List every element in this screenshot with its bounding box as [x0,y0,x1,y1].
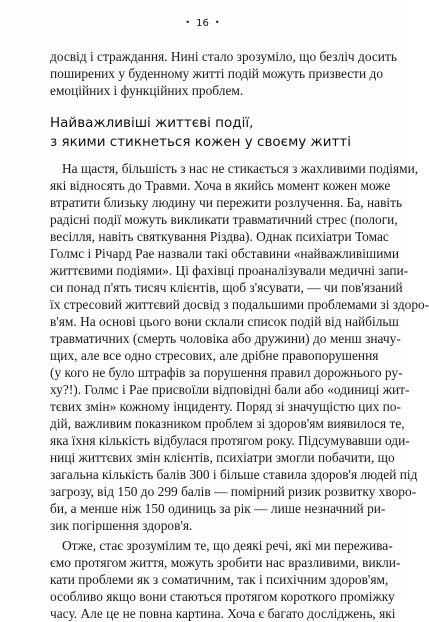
text-line: життєвими подіями». Ці фахівці проаналізували медичні запи- [50,263,409,278]
text-line: ємо протягом життя, можуть зробити нас вразливими, викли- [50,555,401,570]
text-line: часу. Але це не повна картина. Хоча є багато досліджень, які [50,606,396,621]
header-bullet-left: • [185,18,191,27]
text-line: Отже, стає зрозумілим те, що деякі речі, які ми пережива- [62,538,393,553]
text-line: Голмс і Річард Рае назвали такі обставини «найважливішими [50,246,400,261]
text-line: які відносять до Травми. Хоча в якийсь момент кожен може [50,178,391,193]
text-line: На щастя, більшість з нас не стикається з жахливими подіями, [62,161,419,176]
text-line: емоційних і функційних проблем. [50,83,244,98]
text-line: втратити близьку людину чи пережити розлучення. Ба, навіть [50,195,403,210]
text-line: би, а менше ніж 150 одиниць за рік — лише незначний ри- [50,501,386,516]
text-line: ниці життєвих змін клієнтів, психіатри змогли побачити, що [50,450,395,465]
text-line: (у кого не було штрафів за порушення правил дорожнього ру- [50,365,403,380]
section-heading-line-1: Найважливіші життєві події, [50,115,254,131]
text-line: загальна кількість балів 300 і більше ставила здоров'я людей під [50,467,418,482]
text-line: радісні події можуть викликати травматичний стрес (пологи, [50,212,398,227]
text-line: поширених у буденному житті подій можуть призвести до [50,66,384,81]
text-line: кати проблеми як з соматичним, так і психічним здоров'ям, [50,572,389,587]
text-line: дій, важливим показником проблем зі здоров'ям виявилося те, [50,416,405,431]
text-line: тєвих змін» кожному інциденту. Поряд зі значущістю цих по- [50,399,401,414]
text-line: си понад п'ять тисяч клієнтів, щоб з'ясувати, — чи пов'язаний [50,280,403,295]
page-number: 16 [196,18,209,29]
text-line: в'ям. На основі цього вони склали список подій від найбільш [50,314,399,329]
text-line: щих, але все одно стресових, але дрібне правопорушення [50,348,379,363]
text-line: особливо якщо вони стаються протягом короткого проміжку [50,589,395,604]
text-line: ху?!). Голмс і Рае присвоїли відповідні бали або «одиниці жит- [50,382,410,397]
text-line: зик погіршення здоров'я. [50,518,193,533]
text-line: травматичних (смерть чоловіка або дружини) до менш значу- [50,331,401,346]
page-header [0,18,405,29]
section-heading-line-2: з якими стикнеться кожен у своєму житті [50,134,351,150]
header-bullet-right: • [214,18,220,27]
text-line: загрозу, від 150 до 299 балів — помірний ризик розвитку хворо- [50,484,417,499]
text-line: яка їхня кількість відбулася протягом року. Підсумувавши оди- [50,433,410,448]
text-line: досвід і страждання. Нині стало зрозуміло, що безліч досить [50,49,397,64]
text-line: весілля, навіть святкування Різдва). Однак психіатри Томас [50,229,389,244]
text-line: їх стресовий життєвий досвід з подальшими проблемами зі здоро- [50,297,429,312]
